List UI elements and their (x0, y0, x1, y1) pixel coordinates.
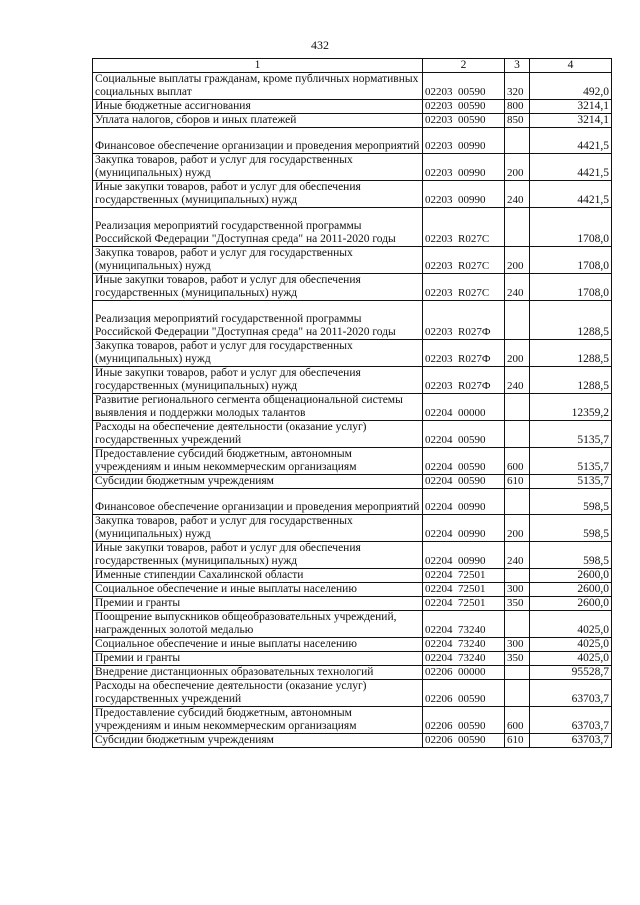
table-row (93, 301, 612, 340)
table-row (93, 208, 612, 247)
row-expense-type (505, 611, 530, 638)
row-expense-type (505, 569, 530, 583)
row-code: 02203 00990 (423, 154, 505, 181)
table-row (93, 367, 612, 394)
row-code: 02203 R027Ф (423, 301, 505, 340)
row-expense-type (505, 208, 530, 247)
row-description: Уплата налогов, сборов и иных платежей (93, 114, 423, 128)
row-amount: 1288,5 (530, 367, 612, 394)
row-amount: 4025,0 (530, 638, 612, 652)
table-row (93, 394, 612, 421)
row-expense-type: 610 (505, 734, 530, 748)
row-expense-type (505, 128, 530, 154)
row-expense-type: 610 (505, 475, 530, 489)
row-description: Иные закупки товаров, работ и услуг для обеспечения государственных (муниципальных) нужд (93, 542, 423, 569)
row-expense-type: 200 (505, 247, 530, 274)
column-header-2: 2 (423, 59, 505, 73)
row-expense-type (505, 666, 530, 680)
row-code: 02206 00590 (423, 680, 505, 707)
row-description: Закупка товаров, работ и услуг для государственных (муниципальных) нужд (93, 154, 423, 181)
row-code: 02203 R027С (423, 208, 505, 247)
row-description: Внедрение дистанционных образовательных технологий (93, 666, 423, 680)
row-amount: 2600,0 (530, 569, 612, 583)
row-description: Финансовое обеспечение организации и проведения мероприятий (93, 128, 423, 154)
table-row (93, 100, 612, 114)
row-expense-type: 200 (505, 154, 530, 181)
row-amount: 4421,5 (530, 154, 612, 181)
row-amount: 2600,0 (530, 597, 612, 611)
row-description: Реализация мероприятий государственной программы Российской Федерации "Доступная среда" на 2011-2020 годы (93, 301, 423, 340)
row-expense-type: 200 (505, 340, 530, 367)
row-description: Расходы на обеспечение деятельности (оказание услуг) государственных учреждений (93, 680, 423, 707)
row-description: Закупка товаров, работ и услуг для государственных (муниципальных) нужд (93, 515, 423, 542)
row-expense-type: 300 (505, 583, 530, 597)
row-amount: 63703,7 (530, 734, 612, 748)
row-expense-type (505, 489, 530, 515)
row-expense-type: 200 (505, 515, 530, 542)
row-amount: 598,5 (530, 489, 612, 515)
table-row (93, 583, 612, 597)
row-description: Расходы на обеспечение деятельности (оказание услуг) государственных учреждений (93, 421, 423, 448)
row-code: 02206 00590 (423, 707, 505, 734)
header-row (93, 59, 612, 73)
row-description: Именные стипендии Сахалинской области (93, 569, 423, 583)
row-description: Иные закупки товаров, работ и услуг для обеспечения государственных (муниципальных) нужд (93, 367, 423, 394)
table-row (93, 274, 612, 301)
row-amount: 4025,0 (530, 652, 612, 666)
row-description: Закупка товаров, работ и услуг для государственных (муниципальных) нужд (93, 340, 423, 367)
row-expense-type (505, 394, 530, 421)
table-row (93, 421, 612, 448)
row-code: 02206 00590 (423, 734, 505, 748)
row-expense-type: 320 (505, 73, 530, 100)
row-expense-type: 850 (505, 114, 530, 128)
row-expense-type: 600 (505, 448, 530, 475)
table-body (93, 73, 612, 748)
row-amount: 5135,7 (530, 448, 612, 475)
column-header-1: 1 (93, 59, 423, 73)
row-code: 02204 73240 (423, 652, 505, 666)
row-description: Премии и гранты (93, 597, 423, 611)
row-amount: 598,5 (530, 515, 612, 542)
table-row (93, 340, 612, 367)
row-amount: 63703,7 (530, 707, 612, 734)
row-description: Поощрение выпускников общеобразовательных учреждений, награжденных золотой медалью (93, 611, 423, 638)
row-code: 02203 R027С (423, 247, 505, 274)
row-code: 02204 72501 (423, 569, 505, 583)
row-description: Развитие регионального сегмента общенациональной системы выявления и поддержки молодых талантов (93, 394, 423, 421)
table-row (93, 680, 612, 707)
row-description: Финансовое обеспечение организации и проведения мероприятий (93, 489, 423, 515)
table-row (93, 569, 612, 583)
row-code: 02204 00590 (423, 448, 505, 475)
page-number: 432 (311, 38, 329, 52)
table-row (93, 597, 612, 611)
row-expense-type (505, 301, 530, 340)
row-description: Субсидии бюджетным учреждениям (93, 475, 423, 489)
row-amount: 95528,7 (530, 666, 612, 680)
row-amount: 3214,1 (530, 100, 612, 114)
row-amount: 1708,0 (530, 247, 612, 274)
table-row (93, 475, 612, 489)
row-description: Реализация мероприятий государственной программы Российской Федерации "Доступная среда" на 2011-2020 годы (93, 208, 423, 247)
row-code: 02203 00990 (423, 128, 505, 154)
row-code: 02204 73240 (423, 611, 505, 638)
column-header-3: 3 (505, 59, 530, 73)
row-amount: 1708,0 (530, 274, 612, 301)
row-description: Закупка товаров, работ и услуг для государственных (муниципальных) нужд (93, 247, 423, 274)
row-code: 02204 00590 (423, 421, 505, 448)
row-expense-type: 240 (505, 367, 530, 394)
table-row (93, 128, 612, 154)
row-code: 02204 72501 (423, 583, 505, 597)
row-amount: 4421,5 (530, 181, 612, 208)
table-row (93, 181, 612, 208)
row-code: 02203 00590 (423, 73, 505, 100)
row-description: Премии и гранты (93, 652, 423, 666)
row-code: 02203 00990 (423, 181, 505, 208)
table-row (93, 73, 612, 100)
table-row (93, 247, 612, 274)
row-description: Иные бюджетные ассигнования (93, 100, 423, 114)
row-amount: 4421,5 (530, 128, 612, 154)
table-row (93, 114, 612, 128)
row-amount: 3214,1 (530, 114, 612, 128)
row-code: 02204 00990 (423, 515, 505, 542)
table-row (93, 638, 612, 652)
table-row (93, 542, 612, 569)
row-code: 02206 00000 (423, 666, 505, 680)
row-description: Субсидии бюджетным учреждениям (93, 734, 423, 748)
row-code: 02203 R027Ф (423, 340, 505, 367)
table-row (93, 734, 612, 748)
row-code: 02203 R027С (423, 274, 505, 301)
row-amount: 2600,0 (530, 583, 612, 597)
row-expense-type: 240 (505, 181, 530, 208)
row-amount: 492,0 (530, 73, 612, 100)
column-header-4: 4 (530, 59, 612, 73)
budget-table (92, 58, 612, 748)
table-row (93, 448, 612, 475)
row-code: 02204 72501 (423, 597, 505, 611)
table-row (93, 515, 612, 542)
row-expense-type: 300 (505, 638, 530, 652)
row-expense-type: 350 (505, 652, 530, 666)
row-description: Социальные выплаты гражданам, кроме публичных нормативных социальных выплат (93, 73, 423, 100)
row-code: 02204 00590 (423, 475, 505, 489)
row-code: 02204 00000 (423, 394, 505, 421)
row-amount: 4025,0 (530, 611, 612, 638)
row-expense-type: 240 (505, 542, 530, 569)
row-code: 02203 R027Ф (423, 367, 505, 394)
row-description: Предоставление субсидий бюджетным, автономным учреждениям и иным некоммерческим организациям (93, 707, 423, 734)
table-row (93, 154, 612, 181)
row-expense-type (505, 680, 530, 707)
row-description: Иные закупки товаров, работ и услуг для обеспечения государственных (муниципальных) нужд (93, 181, 423, 208)
table-row (93, 611, 612, 638)
row-amount: 1288,5 (530, 301, 612, 340)
row-description: Предоставление субсидий бюджетным, автономным учреждениям и иным некоммерческим организациям (93, 448, 423, 475)
row-amount: 1288,5 (530, 340, 612, 367)
row-description: Социальное обеспечение и иные выплаты населению (93, 638, 423, 652)
row-expense-type: 600 (505, 707, 530, 734)
row-amount: 5135,7 (530, 475, 612, 489)
table-row (93, 652, 612, 666)
row-expense-type: 800 (505, 100, 530, 114)
table-row (93, 489, 612, 515)
row-amount: 12359,2 (530, 394, 612, 421)
row-amount: 5135,7 (530, 421, 612, 448)
row-description: Иные закупки товаров, работ и услуг для обеспечения государственных (муниципальных) нужд (93, 274, 423, 301)
row-code: 02204 00990 (423, 489, 505, 515)
row-code: 02204 73240 (423, 638, 505, 652)
row-code: 02204 00990 (423, 542, 505, 569)
row-expense-type (505, 421, 530, 448)
row-amount: 1708,0 (530, 208, 612, 247)
row-expense-type: 350 (505, 597, 530, 611)
row-description: Социальное обеспечение и иные выплаты населению (93, 583, 423, 597)
row-amount: 598,5 (530, 542, 612, 569)
row-expense-type: 240 (505, 274, 530, 301)
table-row (93, 666, 612, 680)
row-amount: 63703,7 (530, 680, 612, 707)
table-row (93, 707, 612, 734)
row-code: 02203 00590 (423, 100, 505, 114)
row-code: 02203 00590 (423, 114, 505, 128)
